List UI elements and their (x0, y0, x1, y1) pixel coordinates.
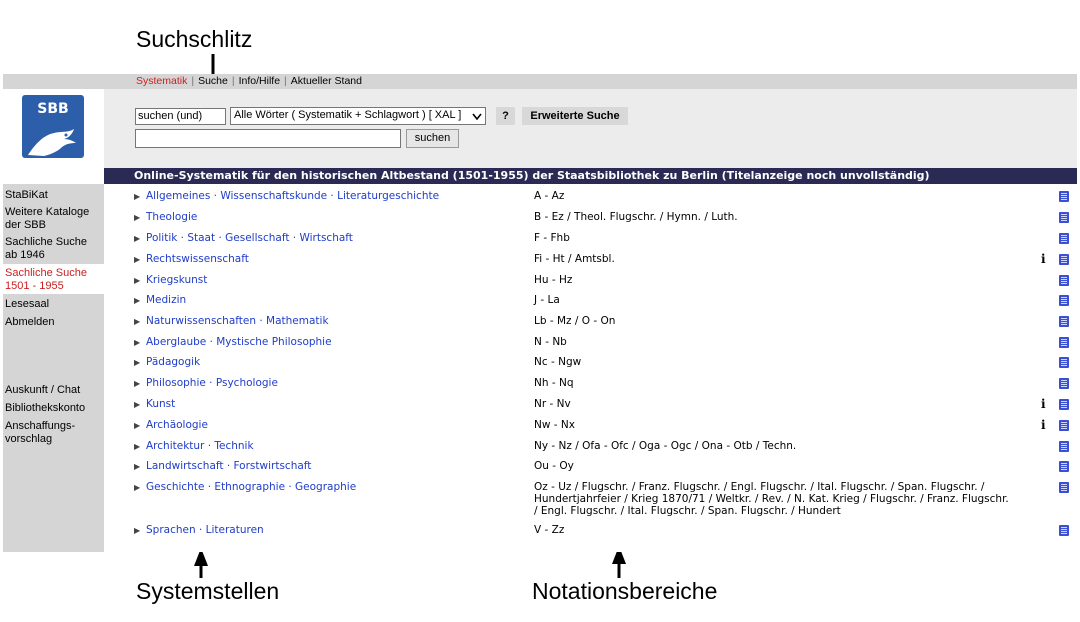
topic-link[interactable]: Architektur · Technik (146, 440, 254, 452)
sidebar-item-label: Sachliche Suche (5, 267, 87, 279)
sbb-logo[interactable] (22, 95, 84, 158)
topic-link[interactable]: Theologie (146, 211, 198, 223)
eagle-icon (22, 121, 84, 158)
tab-aktueller-stand[interactable]: Aktueller Stand (290, 75, 362, 87)
chevron-down-icon (472, 111, 482, 123)
topic-link[interactable]: Pädagogik (146, 356, 201, 368)
notation-range: Nc - Ngw (534, 356, 582, 368)
operator-select[interactable]: suchen (und) (135, 108, 226, 125)
sidebar-item-bibliothekskonto[interactable]: Bibliothekskonto (5, 402, 86, 414)
tab-info-hilfe[interactable]: Info/Hilfe (238, 75, 281, 87)
sidebar-item-lesesaal[interactable]: Lesesaal (5, 298, 50, 310)
sidebar-item-weitere-kataloge[interactable] (5, 206, 89, 231)
expand-triangle-icon[interactable]: ▶ (134, 192, 141, 201)
help-button[interactable]: ? (496, 107, 515, 125)
topic-link[interactable]: Landwirtschaft · Forstwirtschaft (146, 460, 312, 472)
expand-triangle-icon[interactable]: ▶ (134, 400, 141, 409)
document-icon[interactable] (1059, 378, 1069, 389)
expand-triangle-icon[interactable]: ▶ (134, 234, 141, 243)
notation-range: Lb - Mz / O - On (534, 315, 616, 327)
notation-range: Nh - Nq (534, 377, 574, 389)
notation-range: Ny - Nz / Ofa - Ofc / Oga - Ogc / Ona - Otb / Techn. (534, 440, 797, 452)
sidebar (3, 184, 104, 552)
expand-triangle-icon[interactable]: ▶ (134, 462, 141, 471)
info-icon[interactable]: i (1041, 397, 1046, 411)
app-frame (3, 74, 1077, 552)
expand-triangle-icon[interactable]: ▶ (134, 379, 141, 388)
document-icon[interactable] (1059, 357, 1069, 368)
search-button[interactable]: suchen (406, 129, 459, 148)
notation-range: J - La (534, 294, 560, 306)
notation-range: Nw - Nx (534, 419, 575, 431)
sidebar-item-label: Sachliche Suche (5, 236, 87, 248)
expand-triangle-icon[interactable]: ▶ (134, 213, 141, 222)
logo-cell (3, 89, 104, 168)
tab-systematik[interactable]: Systematik (136, 75, 188, 87)
notation-range: Fi - Ht / Amtsbl. (534, 253, 615, 265)
document-icon[interactable] (1059, 254, 1069, 265)
topic-link[interactable]: Philosophie · Psychologie (146, 377, 278, 389)
search-panel (104, 89, 1077, 168)
document-icon[interactable] (1059, 337, 1069, 348)
topic-link[interactable]: Geschichte · Ethnographie · Geographie (146, 481, 357, 493)
topic-link[interactable]: Sprachen · Literaturen (146, 524, 264, 536)
expand-triangle-icon[interactable]: ▶ (134, 421, 141, 430)
info-icon[interactable]: i (1041, 418, 1046, 432)
topic-link[interactable]: Allgemeines · Wissenschaftskunde · Literaturgeschichte (146, 190, 440, 202)
expand-triangle-icon[interactable]: ▶ (134, 526, 141, 535)
callout-notationsbereiche: Notationsbereiche (532, 578, 718, 604)
field-select[interactable] (230, 107, 486, 125)
document-icon[interactable] (1059, 275, 1069, 286)
document-icon[interactable] (1059, 482, 1069, 493)
tabs: Systematik | Suche | Info/Hilfe | Aktueller Stand (136, 75, 362, 87)
notation-range: V - Zz (534, 524, 565, 536)
arrow-up-icon (194, 548, 208, 578)
document-icon[interactable] (1059, 212, 1069, 223)
document-icon[interactable] (1059, 461, 1069, 472)
document-icon[interactable] (1059, 295, 1069, 306)
sidebar-item-label: der SBB (5, 218, 46, 231)
expand-triangle-icon[interactable]: ▶ (134, 338, 141, 347)
tab-suche[interactable]: Suche (198, 75, 228, 87)
sidebar-item-label: Anschaffungs- (5, 420, 76, 432)
systematik-list (104, 184, 1077, 552)
topic-link[interactable]: Naturwissenschaften · Mathematik (146, 315, 329, 327)
sidebar-item-label: 1501 - 1955 (5, 279, 64, 292)
sidebar-item-sachliche-suche-1501[interactable] (5, 267, 87, 292)
topic-link[interactable]: Politik · Staat · Gesellschaft · Wirtschaft (146, 232, 353, 244)
logo-text: SBB (37, 101, 69, 117)
document-icon[interactable] (1059, 233, 1069, 244)
document-icon[interactable] (1059, 399, 1069, 410)
document-icon[interactable] (1059, 191, 1069, 202)
expand-triangle-icon[interactable]: ▶ (134, 255, 141, 264)
sidebar-item-anschaffungsvorschlag[interactable] (5, 420, 75, 445)
search-input[interactable] (135, 129, 401, 148)
advanced-search-button[interactable]: Erweiterte Suche (522, 107, 628, 125)
notation-range: A - Az (534, 190, 565, 202)
sidebar-item-stabikat[interactable]: StaBiKat (5, 189, 48, 201)
sidebar-item-label: vorschlag (5, 432, 53, 445)
page-title: Online-Systematik für den historischen Altbestand (1501-1955) der Staatsbibliothek zu Berlin (Titelanzeige noch unvollständig) (104, 168, 1077, 184)
expand-triangle-icon[interactable]: ▶ (134, 483, 141, 492)
field-select-value: Alle Wörter ( Systematik + Schlagwort ) [ XAL ] (234, 109, 462, 121)
sidebar-item-abmelden[interactable]: Abmelden (5, 316, 55, 328)
sidebar-item-sachliche-suche-1946[interactable] (5, 236, 87, 261)
info-icon[interactable]: i (1041, 252, 1046, 266)
document-icon[interactable] (1059, 316, 1069, 327)
notation-range: Oz - Uz / Flugschr. / Franz. Flugschr. / Engl. Flugschr. / Ital. Flugschr. / Span. Flugschr. / Hundertjahrfeier / Krieg 1870/71 / Weltkr. / Rev. / N. Kat. Krieg / Flugschr. / Franz. Flugschr. / Engl. Flugschr. / Ital. Flugschr. / Span. Flugschr. / Hundert (534, 481, 1009, 517)
sidebar-spacer (3, 168, 104, 184)
sidebar-item-label: Weitere Kataloge (5, 206, 90, 218)
topic-link[interactable]: Archäologie (146, 419, 208, 431)
notation-range: Ou - Oy (534, 460, 574, 472)
callout-systemstellen: Systemstellen (136, 578, 280, 604)
topic-link[interactable]: Rechtswissenschaft (146, 253, 249, 265)
topic-link[interactable]: Medizin (146, 294, 187, 306)
document-icon[interactable] (1059, 441, 1069, 452)
sidebar-item-label: ab 1946 (5, 248, 45, 261)
topic-link[interactable]: Aberglaube · Mystische Philosophie (146, 336, 332, 348)
topic-link[interactable]: Kunst (146, 398, 176, 410)
expand-triangle-icon[interactable]: ▶ (134, 317, 141, 326)
topic-link[interactable]: Kriegskunst (146, 274, 208, 286)
callout-suchschlitz: Suchschlitz (136, 26, 253, 52)
sidebar-item-auskunft[interactable]: Auskunft / Chat (5, 384, 81, 396)
notation-range: Hu - Hz (534, 274, 573, 286)
notation-range: B - Ez / Theol. Flugschr. / Hymn. / Luth. (534, 211, 738, 223)
expand-triangle-icon[interactable]: ▶ (134, 358, 141, 367)
document-icon[interactable] (1059, 525, 1069, 536)
document-icon[interactable] (1059, 420, 1069, 431)
notation-range: N - Nb (534, 336, 567, 348)
expand-triangle-icon[interactable]: ▶ (134, 276, 141, 285)
expand-triangle-icon[interactable]: ▶ (134, 442, 141, 451)
expand-triangle-icon[interactable]: ▶ (134, 296, 141, 305)
notation-range: F - Fhb (534, 232, 570, 244)
notation-range: Nr - Nv (534, 398, 571, 410)
